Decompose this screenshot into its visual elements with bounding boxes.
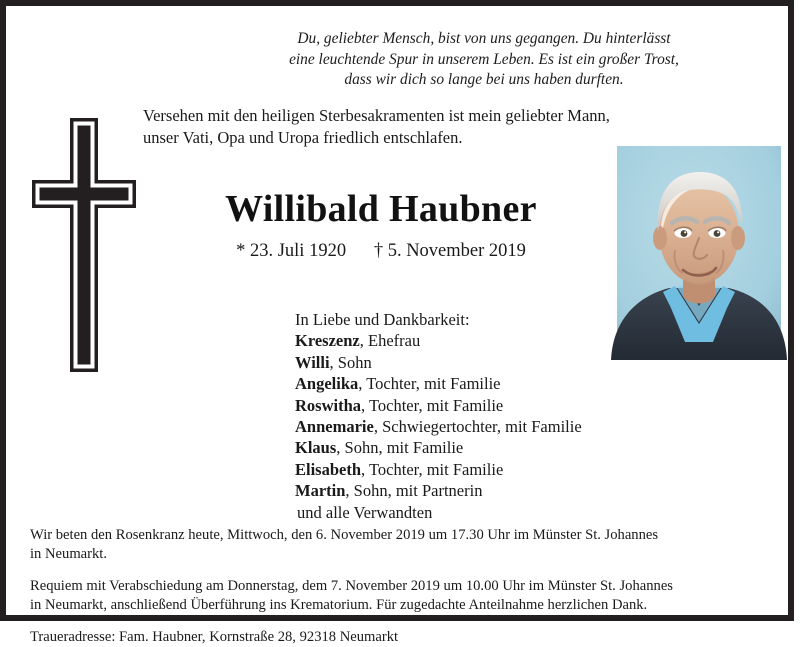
announcement-line: unser Vati, Opa und Uropa friedlich entschlafen. — [143, 128, 463, 147]
portrait-photo — [617, 146, 781, 360]
family-member-relation: , Ehefrau — [359, 331, 421, 351]
family-member-name: Angelika — [295, 374, 359, 394]
cross-icon — [32, 118, 136, 372]
list-item — [295, 437, 582, 458]
rosary-line: in Neumarkt. — [30, 545, 108, 562]
family-member-relation: , Tochter, mit Familie — [361, 395, 504, 415]
list-item — [295, 330, 582, 351]
life-dates: * 23. Juli 1920 † 5. November 2019 — [236, 241, 526, 261]
family-member-name: Willi — [295, 352, 330, 372]
announcement-line: Versehen mit den heiligen Sterbesakramenten ist mein geliebter Mann, — [143, 106, 610, 125]
family-members — [295, 330, 582, 501]
family-member-name: Kreszenz — [295, 331, 360, 351]
list-item — [295, 480, 582, 501]
family-closing: und alle Verwandten — [297, 502, 433, 522]
service-details — [30, 512, 778, 647]
family-member-relation: , Sohn, mit Familie — [336, 438, 464, 458]
epigraph — [244, 29, 724, 91]
requiem-line: in Neumarkt, anschließend Überführung ins Krematorium. Für zugedachte Anteilnahme herzlichen Dank. — [30, 596, 648, 613]
list-item — [295, 373, 582, 394]
family-member-relation: , Tochter, mit Familie — [361, 459, 504, 479]
requiem-line: Requiem mit Verabschiedung am Donnerstag, dem 7. November 2019 um 10.00 Uhr im Münster St. Johannes — [30, 578, 673, 595]
list-item — [295, 459, 582, 480]
announcement-text — [143, 105, 663, 149]
list-item — [295, 352, 582, 373]
epigraph-line: Du, geliebter Mensch, bist von uns gegangen. Du hinterlässt — [297, 30, 671, 47]
family-member-relation: , Sohn, mit Partnerin — [345, 481, 483, 501]
family-member-relation: , Sohn — [329, 352, 372, 372]
family-member-name: Roswitha — [295, 395, 362, 415]
address-line: Traueradresse: Fam. Haubner, Kornstraße 28, 92318 Neumarkt — [30, 629, 399, 646]
family-member-name: Annemarie — [295, 417, 374, 437]
deceased-name: Willibald Haubner — [225, 188, 537, 230]
list-item — [295, 416, 582, 437]
family-member-relation: , Tochter, mit Familie — [358, 374, 501, 394]
list-item — [295, 395, 582, 416]
family-member-name: Martin — [295, 481, 346, 501]
family-list — [295, 309, 582, 523]
epigraph-line: dass wir dich so lange bei uns haben durften. — [344, 71, 624, 88]
family-member-name: Elisabeth — [295, 459, 362, 479]
epigraph-line: eine leuchtende Spur in unserem Leben. Es ist ein großer Trost, — [289, 50, 679, 68]
rosary-line: Wir beten den Rosenkranz heute, Mittwoch, den 6. November 2019 um 17.30 Uhr im Münster St. Johannes — [30, 527, 659, 543]
family-intro: In Liebe und Dankbarkeit: — [295, 310, 470, 329]
family-member-relation: , Schwiegertochter, mit Familie — [373, 417, 582, 437]
family-member-name: Klaus — [295, 438, 337, 458]
